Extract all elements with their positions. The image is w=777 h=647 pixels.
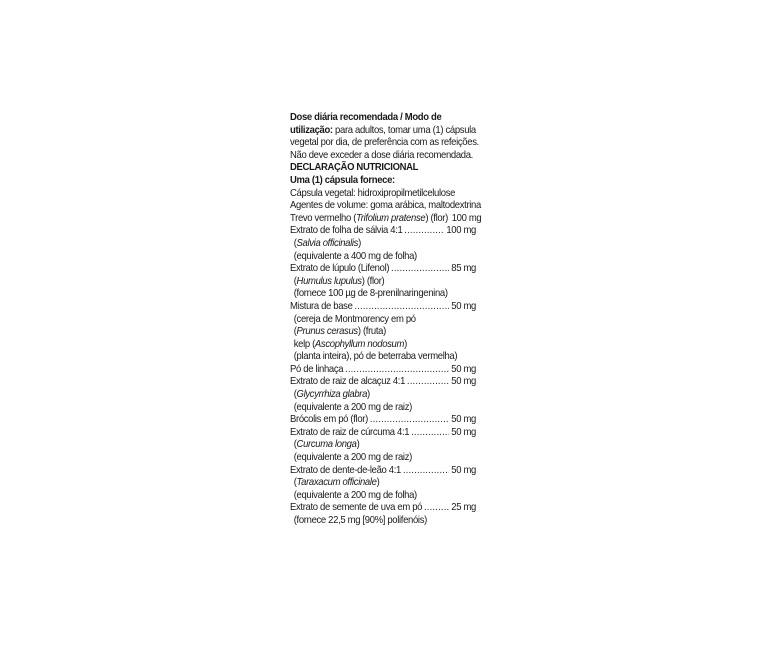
leader-dots [345,364,449,377]
ingredient-amount: 100 mg [446,225,476,237]
leader-dots [424,502,449,515]
dose-line-1 [290,125,476,138]
nutrition-item-row [290,427,476,440]
ingredient-note: (cereja de Montmorency em pó [293,313,416,325]
leader-dots [354,301,449,314]
latin-name: Taraxacum officinale [296,477,377,489]
ingredient-name: Extrato de raiz de alcaçuz 4:1 [290,376,406,388]
ingredient-note: (Salvia officinalis) [293,237,361,249]
dose-text-1: para adultos, tomar uma (1) cápsula [332,124,476,136]
ingredient-amount: 100 mg [451,212,482,224]
ingredient-name: Extrato de lúpulo (Lifenol) [290,263,390,275]
latin-name: Curcuma longa [296,439,357,451]
nutrition-item-row [290,376,476,389]
dose-heading: Dose diária recomendada / Modo de [290,112,442,123]
ingredient-note: (Taraxacum officinale) [293,477,380,489]
nutrition-item-row [290,212,482,226]
dose-heading-2: utilização: [290,124,333,136]
ingredient-name: Brócolis em pó (flor) [290,414,368,426]
nutrition-item-row [290,263,476,276]
nutrition-item-row [290,465,476,478]
ingredient-note: (equivalente a 200 mg de raiz) [293,401,412,413]
ingredient-name: Extrato de dente-de-leão 4:1 [290,464,401,476]
ingredient-note: (equivalente a 200 mg de folha) [293,489,417,501]
latin-name: Ascophyllum nodosum [314,338,405,350]
nutrition-item-row [290,414,476,427]
ingredient-note: (Curcuma longa) [293,439,360,451]
ingredient-amount: 50 mg [451,300,476,312]
latin-name: Prunus cerasus [296,326,358,338]
nutrition-item-row [290,502,476,515]
nutrition-subtitle: Uma (1) cápsula fornece: [290,174,395,186]
leader-dots [407,376,450,389]
ingredient-amount: 50 mg [451,376,476,388]
ingredient-name: Trevo vermelho (Trifolium pratense) (flor) [290,212,448,224]
nutrition-item-row [290,301,476,314]
leader-dots [370,414,450,427]
ingredient-note: (planta inteira), pó de beterraba vermelha) [293,351,458,363]
ingredient-note: (Glycyrrhiza glabra) [293,389,370,401]
nutrition-items [290,212,482,528]
latin-name: Salvia officinalis [296,237,359,249]
latin-name: Humulus lupulus [296,275,362,287]
ingredient-note: (Humulus lupulus) (flor) [293,275,385,287]
ingredient-name: Extrato de raiz de cúrcuma 4:1 [290,426,410,438]
latin-name: Glycyrrhiza glabra [296,389,368,401]
ingredient-note: (equivalente a 400 mg de folha) [293,250,417,262]
ingredient-amount: 50 mg [451,464,476,476]
ingredient-amount: 50 mg [451,414,476,426]
nutrition-item-row [290,364,476,377]
leader-dots [391,263,449,276]
ingredient-name: Pó de linhaça [290,363,344,375]
ingredient-note: (fornece 100 µg de 8-prenilnaringenina) [293,288,448,300]
leader-dots [411,427,449,440]
ingredient-name: Mistura de base [290,300,353,312]
ingredient-name: Extrato de semente de uva em pó [290,502,423,514]
ingredient-name: Extrato de folha de sálvia 4:1 [290,225,403,237]
ingredient-amount: 50 mg [451,426,476,438]
dose-text-3: Não deve exceder a dose diária recomendada. [290,149,473,161]
nutrition-item-row [290,225,476,238]
bulking-line: Agentes de volume: goma arábica, maltodextrina [290,200,481,212]
ingredient-note: kelp (Ascophyllum nodosum) [293,338,407,350]
ingredient-amount: 25 mg [451,502,476,514]
leader-dots [404,225,444,238]
leader-dots [403,465,450,478]
latin-name: Trifolium pratense [356,212,426,224]
capsule-line: Cápsula vegetal: hidroxipropilmetilcelulose [290,187,456,199]
supplement-label-panel [290,112,482,528]
dose-text-2: vegetal por dia, de preferência com as refeições. [290,137,479,149]
ingredient-note: (Prunus cerasus) (fruta) [293,326,386,338]
ingredient-note: (equivalente a 200 mg de raiz) [293,452,412,464]
ingredient-amount: 50 mg [451,363,476,375]
nutrition-title: DECLARAÇÃO NUTRICIONAL [290,162,419,174]
ingredient-note: (fornece 22,5 mg [90%] polifenóis) [293,515,427,526]
ingredient-amount: 85 mg [451,263,476,275]
